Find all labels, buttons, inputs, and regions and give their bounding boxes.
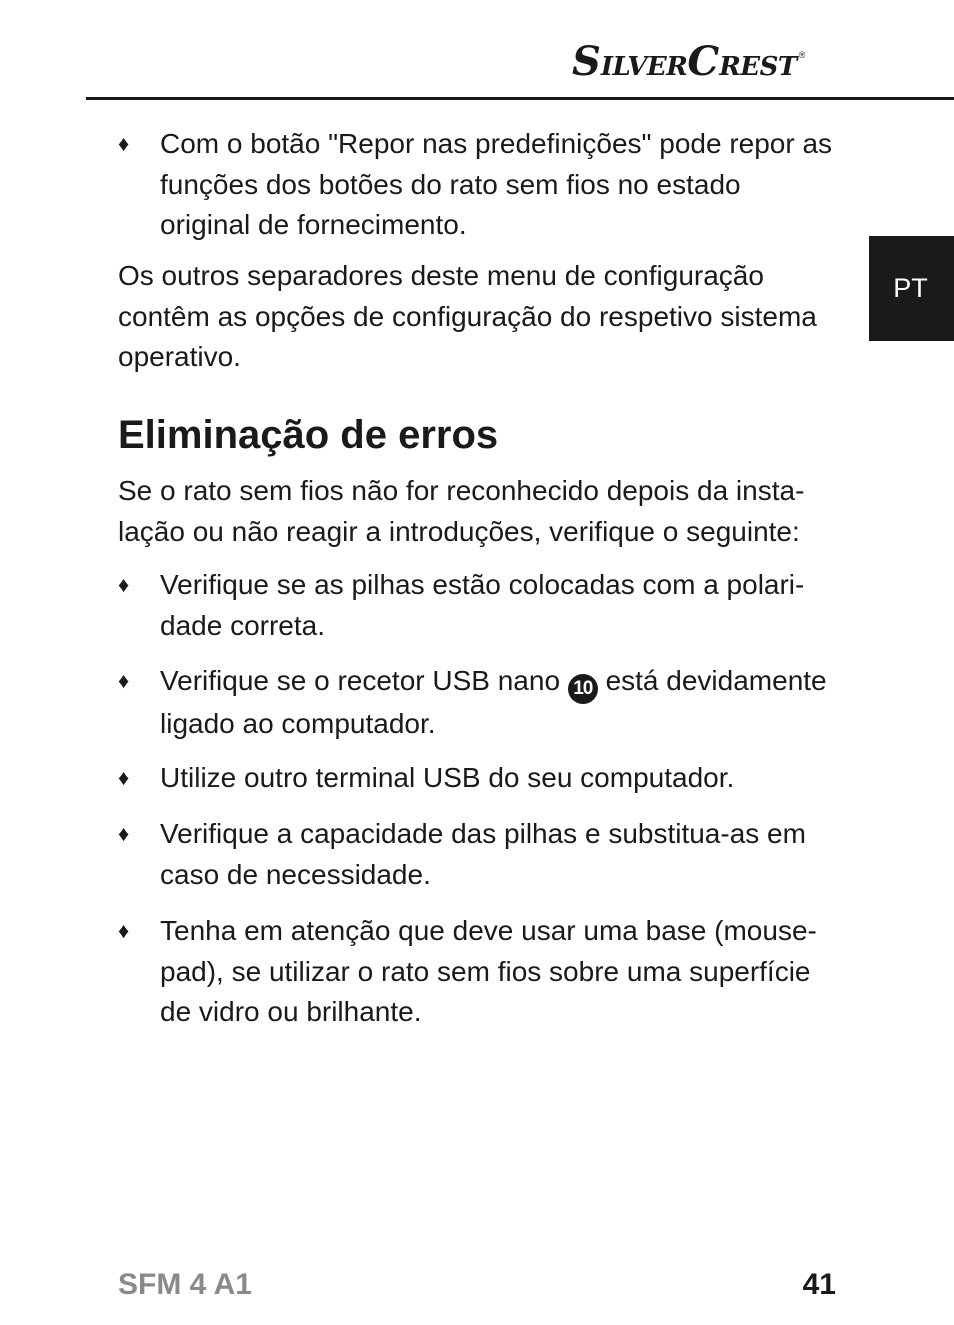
bullet-diamond-icon: ♦ (118, 821, 130, 846)
bullet-diamond-icon: ♦ (118, 918, 130, 943)
bullet-diamond-icon: ♦ (118, 131, 130, 156)
logo-letter-s: S (572, 38, 601, 85)
list-item-text: Utilize outro terminal USB do seu computador. (160, 762, 735, 793)
header-rule (86, 97, 954, 100)
logo-letters-rest: REST (719, 52, 797, 82)
logo-letters-ilver: ILVER (600, 52, 688, 82)
silvercrest-logo (572, 40, 836, 84)
language-tab (869, 236, 954, 341)
list-item (118, 911, 838, 1033)
section-heading: Eliminação de erros (118, 413, 499, 457)
list-item (118, 565, 838, 646)
list-item-text-end: está devidamente ligado ao computador. (160, 665, 827, 739)
bullet-diamond-icon: ♦ (118, 668, 130, 693)
footer-model-number: SFM 4 A1 (118, 1268, 252, 1301)
list-item (118, 661, 838, 745)
intro-bullet-text: Com o botão "Repor nas predefinições" pode repor as funções dos botões do rato sem fios no estado original de fornecimento. (160, 128, 833, 240)
list-item-text: Tenha em atenção que deve usar uma base (mouse-pad), se utilizar o rato sem fios sobre uma superfície de vidro ou brilhante. (160, 915, 817, 1027)
bullet-diamond-icon: ♦ (118, 765, 130, 790)
intro-bullet (118, 124, 838, 246)
intro-paragraph: Os outros separadores deste menu de configuração contêm as opções de configuração do respetivo sistema operativo. (118, 260, 817, 372)
section-lead: Se o rato sem fios não for reconhecido depois da insta-lação ou não reagir a introduções, verifique o seguinte: (118, 475, 805, 547)
bullet-diamond-icon: ♦ (118, 572, 130, 597)
list-item-text-start: Verifique se o recetor USB nano (160, 665, 561, 696)
list-item (118, 814, 838, 895)
footer-page-number: 41 (802, 1268, 836, 1301)
list-item-text (160, 661, 838, 745)
language-tab-label: PT (893, 273, 928, 303)
list-item (118, 758, 838, 799)
logo-letter-c: C (687, 38, 720, 85)
registered-mark: ® (798, 50, 806, 60)
callout-number-icon: 10 (568, 674, 598, 704)
list-item-text: Verifique se as pilhas estão colocadas com a polari-dade correta. (160, 569, 805, 641)
list-item-text: Verifique a capacidade das pilhas e substitua-as em caso de necessidade. (160, 818, 806, 890)
